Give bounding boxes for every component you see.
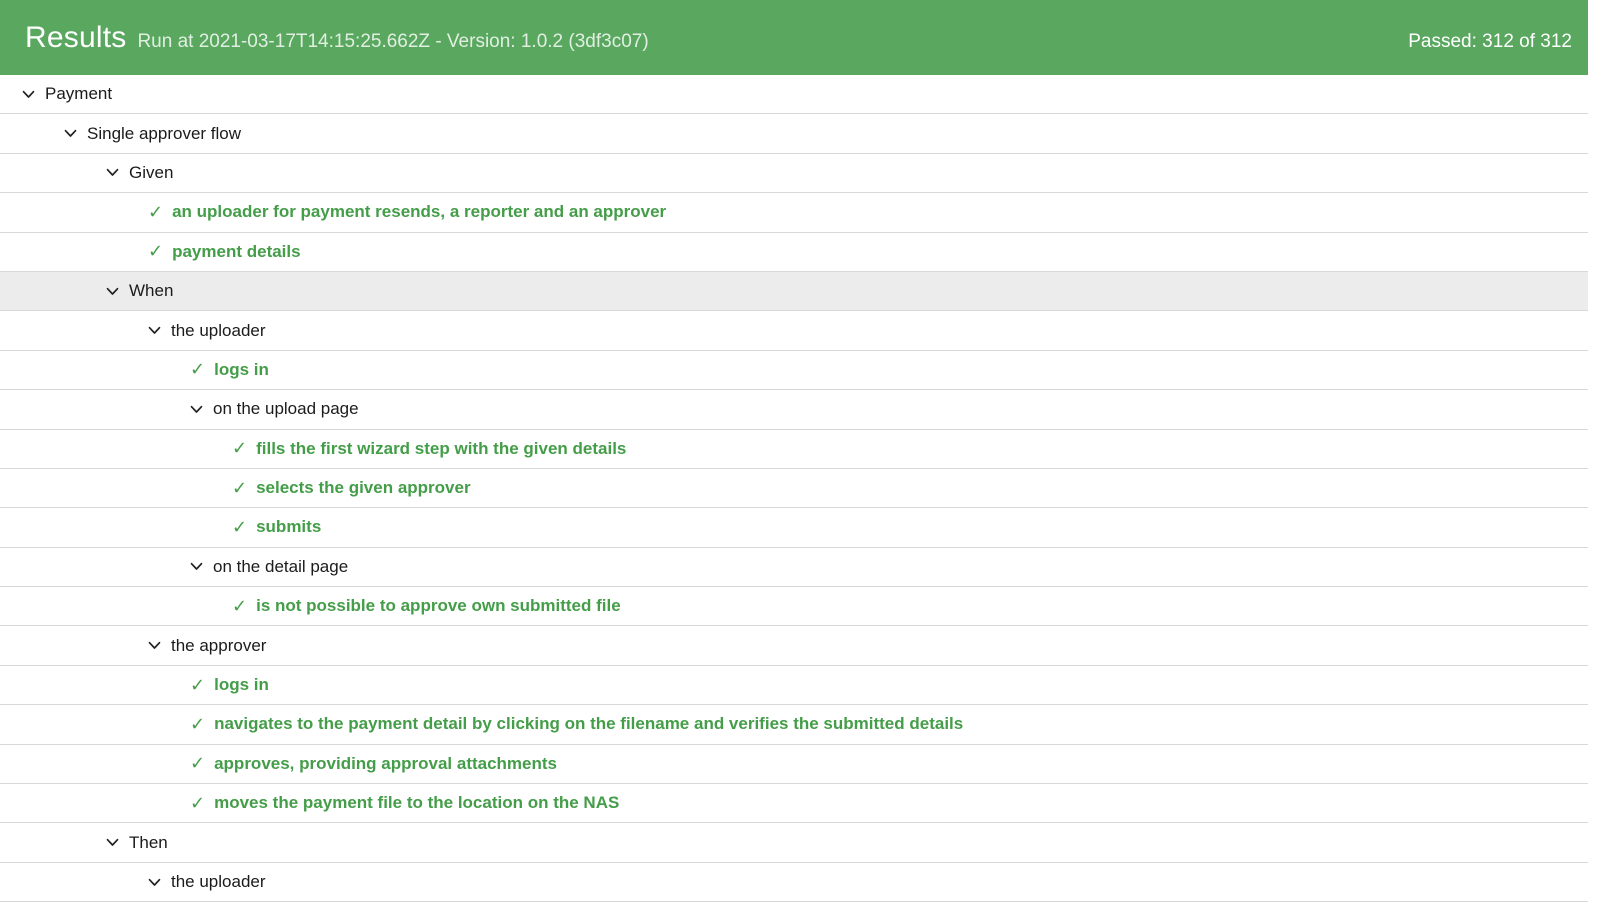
tree-row-label: payment details [172, 241, 301, 261]
tree-row-branch[interactable] [0, 823, 1588, 862]
tree-row-step[interactable] [0, 745, 1588, 784]
run-info: Run at 2021-03-17T14:15:25.662Z - Version: 1.0.2 (3df3c07) [137, 31, 649, 52]
tree-row-label: approves, providing approval attachments [214, 753, 558, 773]
tree-row-label: navigates to the payment detail by clicking on the filename and verifies the submitted details [214, 714, 964, 734]
tree-row-branch[interactable] [0, 311, 1588, 350]
tree-row-branch[interactable] [0, 390, 1588, 429]
passed-count-badge: Passed: 312 of 312 [1408, 31, 1572, 52]
tree-row-step[interactable] [0, 666, 1588, 705]
check-icon: ✓ [232, 595, 248, 617]
tree-row-label: fills the first wizard step with the given details [256, 438, 627, 458]
tree-row-branch[interactable] [0, 114, 1588, 153]
chevron-down-icon[interactable] [64, 129, 77, 138]
chevron-down-icon[interactable] [106, 168, 119, 177]
chevron-down-icon[interactable] [148, 641, 161, 650]
chevron-down-icon[interactable] [106, 287, 119, 296]
check-icon: ✓ [190, 713, 206, 735]
check-icon: ✓ [190, 674, 206, 696]
chevron-down-icon[interactable] [190, 562, 203, 571]
tree-row-label: When [129, 281, 174, 301]
tree-row-step[interactable] [0, 193, 1588, 232]
chevron-down-icon[interactable] [190, 405, 203, 414]
tree-row-label: is not possible to approve own submitted file [256, 596, 621, 616]
check-icon: ✓ [190, 792, 206, 814]
tree-row-label: submits [256, 517, 322, 537]
tree-row-step[interactable] [0, 784, 1588, 823]
tree-row-step[interactable] [0, 587, 1588, 626]
tree-row-label: the uploader [171, 872, 266, 891]
chevron-down-icon[interactable] [148, 878, 161, 887]
tree-row-step[interactable] [0, 233, 1588, 272]
chevron-down-icon[interactable] [22, 90, 35, 99]
tree-row-label: on the detail page [213, 556, 349, 576]
page-title: Results [25, 21, 127, 54]
tree-row-step[interactable] [0, 430, 1588, 469]
check-icon: ✓ [232, 438, 248, 460]
tree-row-step[interactable] [0, 351, 1588, 390]
report-header [0, 0, 1588, 75]
tree-row-label: Given [129, 162, 174, 182]
tree-row-branch[interactable] [0, 548, 1588, 587]
tree-row-label: moves the payment file to the location on the NAS [214, 793, 620, 813]
tree-row-label: Single approver flow [87, 123, 242, 143]
check-icon: ✓ [148, 241, 164, 263]
tree-row-label: the approver [171, 635, 267, 655]
tree-row-label: selects the given approver [256, 478, 471, 498]
tree-row-branch[interactable] [0, 272, 1588, 311]
tree-row-branch[interactable] [0, 75, 1588, 114]
check-icon: ✓ [148, 201, 164, 223]
tree-row-branch[interactable] [0, 863, 1588, 902]
tree-row-label: Payment [45, 84, 113, 104]
tree-row-label: an uploader for payment resends, a reporter and an approver [172, 202, 667, 222]
tree-row-label: Then [129, 832, 168, 852]
tree-row-step[interactable] [0, 469, 1588, 508]
check-icon: ✓ [190, 359, 206, 381]
tree-row-label: logs in [214, 675, 269, 695]
results-tree [0, 75, 1588, 902]
chevron-down-icon[interactable] [148, 326, 161, 335]
tree-row-label: on the upload page [213, 399, 359, 419]
tree-row-step[interactable] [0, 508, 1588, 547]
chevron-down-icon[interactable] [106, 838, 119, 847]
check-icon: ✓ [190, 753, 206, 775]
check-icon: ✓ [232, 516, 248, 538]
tree-row-label: the uploader [171, 320, 266, 340]
check-icon: ✓ [232, 477, 248, 499]
tree-row-label: logs in [214, 359, 269, 379]
tree-row-branch[interactable] [0, 626, 1588, 665]
tree-row-branch[interactable] [0, 154, 1588, 193]
tree-row-step[interactable] [0, 705, 1588, 744]
